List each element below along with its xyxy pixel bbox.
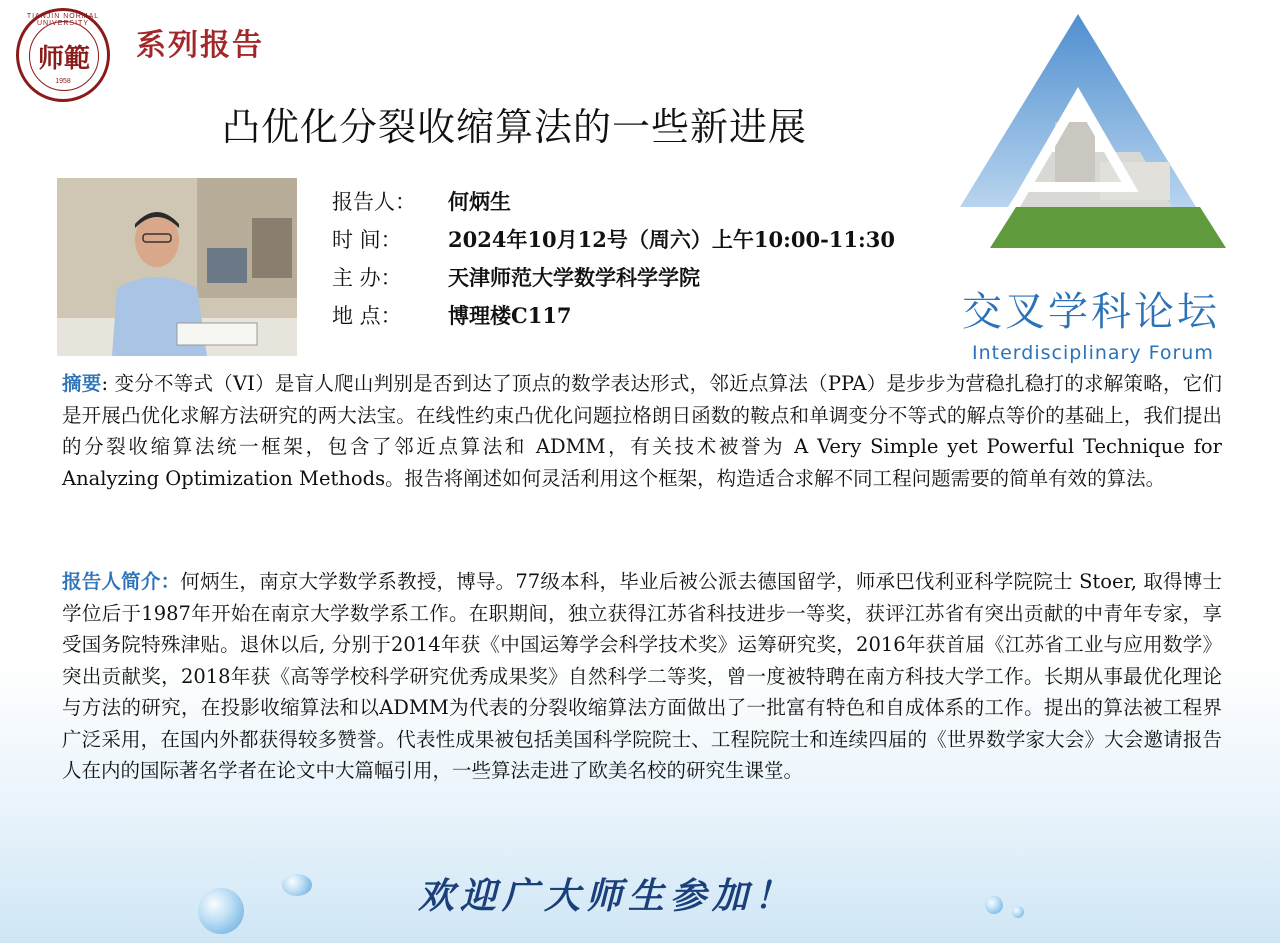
info-row-location xyxy=(332,300,895,338)
forum-triangle-graphic xyxy=(960,12,1232,252)
talk-info xyxy=(332,186,895,338)
bubble-decoration xyxy=(282,874,312,896)
abstract-paragraph xyxy=(62,368,1222,494)
logo-mark: 师範 xyxy=(29,21,99,91)
info-row-time xyxy=(332,224,895,262)
university-logo xyxy=(16,8,110,102)
bubble-decoration xyxy=(198,888,244,934)
info-value: 博理楼C117 xyxy=(448,303,572,328)
info-label: 地 点： xyxy=(332,304,402,328)
info-value: 天津师范大学数学科学学院 xyxy=(448,265,700,290)
forum-name-en: Interdisciplinary Forum xyxy=(972,342,1214,364)
info-label: 主 办： xyxy=(332,266,402,290)
info-label: 报告人： xyxy=(332,190,416,214)
forum-name-cn: 交叉学科论坛 xyxy=(962,289,1220,335)
welcome-banner: 欢迎广大师生参加！ xyxy=(418,876,797,917)
abstract-text: : 变分不等式（VI）是盲人爬山判别是否到达了顶点的数学表达形式，邻近点算法（PPA）是步步为营稳扎稳打的求解策略，它们是开展凸优化求解方法研究的两大法宝。在线性约束凸优化问题拉格朗日函数的鞍点和单调变分不等式的解点等价的基础上，我们提出的分裂收缩算法统一框架，包含了邻近点算法和 ADMM，有关技术被誉为 A Very Simple yet Powerful Technique for Analyzing Optimization Methods。报告将阐述如何灵活利用这个框架，构造适合求解不同工程问题需要的简单有效的算法。 xyxy=(62,372,1222,490)
logo-ring-text: TIANJIN NORMAL UNIVERSITY xyxy=(26,13,100,27)
bio-paragraph xyxy=(62,566,1222,787)
logo-year: 1958 xyxy=(55,78,71,85)
series-label: 系列报告 xyxy=(136,28,264,63)
abstract-label: 摘要 xyxy=(62,372,102,395)
bio-text: 何炳生，南京大学数学系教授，博导。77级本科，毕业后被公派去德国留学，师承巴伐利亚科学院院士 Stoer, 取得博士学位后于1987年开始在南京大学数学系工作。在职期间，独立获得江苏省科技进步一等奖，获评江苏省有突出贡献的中青年专家，享受国务院特殊津贴。退休以后, 分别于2014年获《中国运筹学会科学技术奖》运筹研究奖，2016年获首届《江苏省工业与应用数学》突出贡献奖，2018年获《高等学校科学研究优秀成果奖》自然科学二等奖，曾一度被特聘在南方科技大学工作。长期从事最优化理论与方法的研究，在投影收缩算法和以ADMM为代表的分裂收缩算法方面做出了一批富有特色和自成体系的工作。提出的算法被工程界广泛采用，在国内外都获得较多赞誉。代表性成果被包括美国科学院院士、工程院院士和连续四届的《世界数学家大会》大会邀请报告人在内的国际著名学者在论文中大篇幅引用，一些算法走进了欧美名校的研究生课堂。 xyxy=(62,570,1222,782)
info-value: 2024年10月12号（周六）上午10:00-11:30 xyxy=(448,227,896,252)
bio-label: 报告人简介： xyxy=(62,570,181,593)
info-label: 时 间： xyxy=(332,228,402,252)
info-row-speaker xyxy=(332,186,895,224)
info-row-host xyxy=(332,262,895,300)
bubble-decoration xyxy=(1012,906,1024,918)
info-value: 何炳生 xyxy=(448,189,511,214)
bubble-decoration xyxy=(985,896,1003,914)
talk-title: 凸优化分裂收缩算法的一些新进展 xyxy=(222,105,808,149)
speaker-photo xyxy=(57,178,297,356)
